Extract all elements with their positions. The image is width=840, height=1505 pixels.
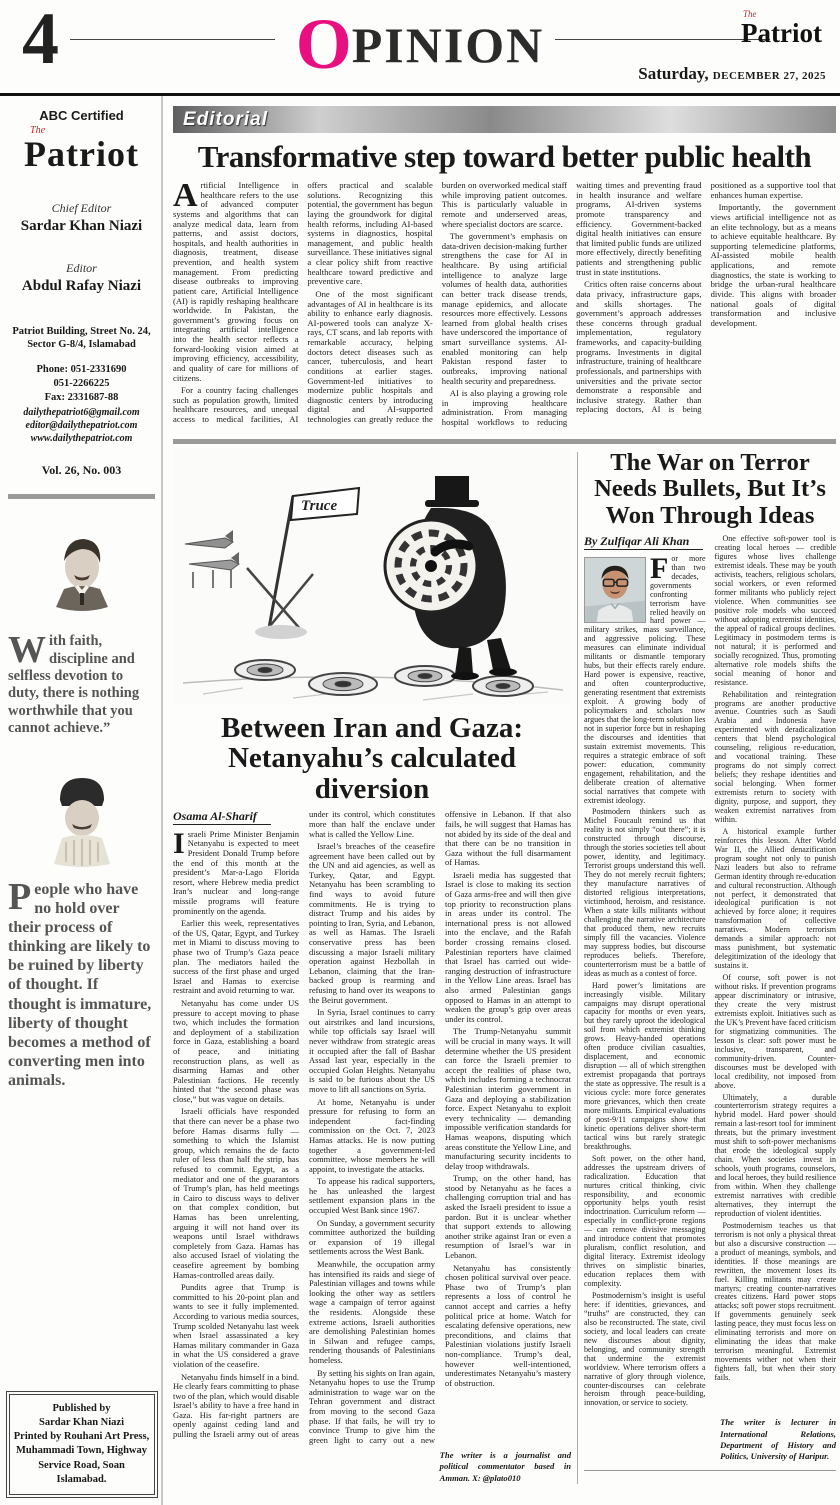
- sidebar-logo-word: Patriot: [24, 134, 139, 174]
- lower-section: [173, 448, 836, 1484]
- article-war-on-terror: [584, 448, 836, 1484]
- paragraph: Earlier this week, representatives of the US, Qatar, Egypt, and Turkey met in Miami to discuss moving to phase two of Trump’s Gaza peace plan. The mediators hailed the success of the first phase and urged Israel and Hamas to exercise restraint and avoid returning to war.: [173, 918, 299, 996]
- paragraph: Service Road, Soan Islamabad.: [38, 1459, 125, 1485]
- paragraph: Published by: [52, 1402, 111, 1414]
- paragraph: Hard power’s limitations are increasingly visible. Military campaigns may disrupt operational capacity for months or even years, but they rarely uproot the ideological soil from which extremist thinking grows. Heavy-handed operations often produce civilian casualties, displacement, and economic disruption — all of which strengthen extremist propaganda that portrays the state as oppressive. The result is a vicious cycle: more force generates more grievances, which then create more militants. Empirical evaluations of post-9/11 campaigns show that kinetic operations deliver short-term tactical wins but rarely strategic breakthroughs.: [584, 980, 706, 1151]
- paragraph: A historical example further reinforces this lesson. After World War II, the Allied denazification program sought not only to punish Nazi leaders but also to reframe German identity through re-education and cultural reconstruction. Although not perfect, it demonstrated that ideological purification is not achieved by force alone; it requires transformation of collective narratives. Modern terrorism demands a similar approach: not mass punishment, but systematic delegitimization of the ideology that sustains it.: [714, 826, 836, 971]
- paragraph: Pundits agree that Trump is committed to his 20-point plan and wants to see it fully implemented. According to various media sources, Trump scolded Netanyahu last week when Israel assassinated a key Hamas military commander in Gaza in what the US considered a grave violation of the ceasefire.: [173, 1282, 299, 1369]
- paragraph: The government’s emphasis on data-driven decision-making further strengthens the case for AI in healthcare. By using artificial intelligence to analyze large volumes of health data, authorities can better track disease trends, manage epidemics, and allocate resources more effectively. Lessons learned from global health crises have underscored the importance of smart surveillance systems. AI-enabled monitoring can help Pakistan respond faster to outbreaks, improving national health security and preparedness.: [441, 231, 568, 386]
- sidebar-patriot-logo: [24, 125, 139, 175]
- article1-headline-line2: Netanyahu’s calculated diversion: [227, 742, 517, 805]
- fax-line: Fax: 2331687-88: [44, 391, 119, 403]
- issue-date: [638, 64, 826, 84]
- paragraph: In Syria, Israel continues to carry out airstrikes and land incursions, while top officials say Israel will never withdraw from strategic areas it occupied after the fall of Bashar Assad last year, especially in the occupied Golan Heights. Netanyahu is said to be furious about the US move to lift all sanctions on Syria.: [309, 1007, 435, 1094]
- paragraph: Ultimately, a durable counterterrorism strategy requires a hybrid model. Hard power should remain a last-resort tool for imminent threats, but the primary investment must shift to soft-power mechanisms that erode the ideological supply chain. When societies invest in schools, youth programs, counselors, and local heroes, they build resilience from within. When they challenge extremist narratives with credible alternatives, they interrupt the reproduction of violent identities.: [714, 1092, 836, 1218]
- section-title-rest: PINION: [351, 17, 545, 73]
- editor-label: Editor: [66, 261, 97, 275]
- paragraph: For a country facing challenges such as population growth, limited healthcare resources, and unequal access to medical facilities, AI offers practical and scalable solutions. Recognizing this potential, the government has begun laying the groundwork for digital health reforms, including AI-based systems in diagnostics, hospital management, and public health surveillance. These initiatives signal a clear policy shift from reactive healthcare toward predictive and preventive care.: [173, 181, 433, 424]
- paragraph: Israeli Prime Minister Benjamin Netanyahu is expected to meet President Donald Trump before the end of this month at the president’s Mar-a-Lago Florida resort, where Hebrew media predict Iran’s nuclear and long-range missile programs will feature prominently on the agenda.: [173, 826, 299, 916]
- paragraph: At home, Netanyahu is under pressure for refusing to form an independent fact-finding commission on the Oct. 7, 2023 Hamas attacks. He is now putting together a government-led committee, whose members he will appoint, to investigate the attacks.: [309, 1096, 435, 1174]
- quote-iqbal: [8, 875, 155, 1091]
- paragraph: www.dailythepatriot.com: [30, 433, 133, 445]
- quote1-dropcap: W: [8, 629, 46, 672]
- brand-word: Patriot: [741, 18, 822, 48]
- editorial-bottom-rule: [173, 439, 836, 444]
- quote-jinnah: [8, 629, 155, 737]
- paragraph: On Sunday, a government security committee authorized the building or expansion of 19 illegal settlements across the West Bank.: [309, 1217, 435, 1257]
- paragraph: Israeli officials have responded that there can never be a phase two before Hamas disarms fully — something to which the Islamist group, which remains the de facto ruler of less than half the strip, has refused to commit. Egypt, as a mediator and one of the guarantors of Trump’s plan, has held meetings in Cairo to discuss ways to deliver on that complex condition, but Hamas has been unrelenting, arguing it will not hand over its weapons until Israel withdraws completely from Gaza. Hamas has also accused Israel of violating the ceasefire agreement by bombing Hamas-controlled areas daily.: [173, 1106, 299, 1280]
- phone-line-2: 051-2266225: [53, 377, 110, 389]
- column-divider: [577, 452, 578, 1484]
- paragraph: Muhammadi Town, Highway: [16, 1445, 147, 1457]
- paragraph: Printed by Rouhani Art Press,: [13, 1431, 150, 1443]
- paragraph: Critics often raise concerns about data privacy, infrastructure gaps, and skills shortages. The government’s approach addresses these concerns through gradual implementation, regulatory frameworks, and capacity-building programs. Investments in digital infrastructure, training of healthcare professionals, and partnerships with universities and the private sector demonstrate a responsible and inclusive strategy. Rather than replacing doctors, AI is being positioned as a supportive tool that enhances human expertise.: [576, 181, 836, 415]
- paragraph: Sardar Khan Niazi: [39, 1417, 124, 1429]
- svg-text:Truce: Truce: [301, 498, 338, 514]
- paragraph: Artificial Intelligence in healthcare refers to the use of advanced computer systems and algorithms that can analyze medical data, learn from patterns, and assist doctors, hospitals, and health authorities in diagnosis, treatment, disease prevention, and health system management. From predicting disease outbreaks to improving patient care, Artificial Intelligence (AI) is rapidly reshaping healthcare worldwide. In Pakistan, the government’s growing focus on integrating artificial intelligence into the health sector reflects a forward-looking vision aimed at improving efficiency, accessibility, and quality of care for millions of citizens.: [173, 181, 299, 383]
- paragraph: editor@dailythepatriot.com: [25, 420, 138, 432]
- article1-byline: Osama Al-Sharif: [173, 810, 271, 825]
- paragraph: Postmodern thinkers such as Michel Foucault remind us that reality is not simply “out there”; it is constructed through discourse, through the stories societies tell about power, identity, and legitimacy. Terrorist groups understand this well. They do not merely recruit fighters; they manufacture narratives of distorted religious interpretations, victimhood, heroism, and resistance. When a state kills militants without challenging the narrative architecture that produced them, new recruits simply fill the vacancies. Violence may suppress bodies, but discourse reproduces beliefs. Therefore, counterterrorism must be a battle of ideas as much as a contest of force.: [584, 807, 706, 978]
- office-address: Patriot Building, Street No. 24, Sector G-8/4, Islamabad: [12, 326, 151, 351]
- paragraph: One effective soft-power tool is creating local heroes — credible figures whose lives challenge extremist ideals. These may be youth activists, teachers, religious scholars, social workers, or even reformed former militants who publicly reject violence. When communities see positive role models who succeed without adopting extremist identities, the appeal of radical groups declines. Legitimacy in postmodern terms is not natural; it is performed and socially recognized. Thus, promoting alternative role models shifts the social meaning of honor and resistance.: [714, 535, 836, 687]
- paragraph: Israel’s breaches of the ceasefire agreement have been called out by the UN and aid agencies, as well as Turkey, Qatar, and Egypt. Netanyahu has been scrambling to find ways to avoid future commitments. He is trying to distract Trump and his aides by pointing to Iran, Syria, and Lebanon, as well as Hamas. The Israeli conservative press has been discussing a major Israeli military operation against Hezbollah in Lebanon, claiming that the Iran-backed group is rearming and refusing to hand over its weapons to the Beirut government.: [309, 841, 435, 1005]
- paragraph: Netanyahu finds himself in a bind. He clearly fears committing to phase two of the plan, which would disable Israel’s ability to have a free hand in Gaza. His far-right partners are openly against ceding land and pulling the Israeli army out of areas under its control, which constitutes more than half the enclave under what is called the Yellow Line.: [173, 810, 435, 1440]
- paragraph: Meanwhile, the occupation army has intensified its raids and siege of Palestinian villages and towns while looking the other way as settlers wage a campaign of terror against the residents. Alongside these extreme actions, Israeli authorities are demolishing Palestinian homes in Silwan and refugee camps, rendering thousands of Palestinians homeless.: [309, 1259, 435, 1365]
- article2-body: [584, 535, 836, 1413]
- paragraph: Importantly, the government views artificial intelligence not as an elite technology, but as a means to achieve equitable healthcare. By supporting telemedicine platforms, AI-assisted mobile health applications, and remote diagnostics, the state is working to bridge the urban-rural healthcare divide. This aligns with broader national goals of digital transformation and inclusive development.: [710, 202, 836, 328]
- paragraph: dailythepatriot6@gmail.com: [23, 407, 140, 419]
- page-number: 4: [22, 0, 59, 80]
- paragraph: Soft power, on the other hand, addresses the upstream drivers of radicalization. Education that nurtures critical thinking, civic responsibility, and economic opportunity helps youth resist indoctrination. Curriculum reform — especially in conflict-prone regions — can remove divisive messaging and introduce content that promotes pluralism, conflict resolution, and digital literacy. Extremist ideology thrives on simplistic binaries, education replaces them with complexity.: [584, 1153, 706, 1289]
- paragraph: Trump, on the other hand, has stood by Netanyahu as he faces a challenging corruption trial and has asked the Israeli president to issue a pardon. But it is unclear whether that support extends to allowing another strike against Iran or even a resumption of Israel’s war in Lebanon.: [445, 1173, 571, 1261]
- main-column: [163, 96, 840, 1505]
- sidebar: [0, 96, 163, 1505]
- section-title-initial: O: [295, 4, 352, 84]
- article1-headline: [173, 713, 571, 804]
- masthead: [0, 0, 840, 96]
- volume-number: Vol. 26, No. 003: [41, 463, 122, 478]
- editorial-headline: Transformative step toward better public health: [197, 139, 812, 174]
- paragraph: One of the most significant advantages of AI in healthcare is its ability to enhance early diagnosis. AI-powered tools can analyze X-rays, CT scans, and lab reports with remarkable accuracy, helping doctors detect diseases such as cancer, tuberculosis, and heart conditions at earlier stages. Government-led initiatives to modernize public hospitals and diagnostic centers by introducing digital and AI-supported technologies can greatly reduce the burden on overworked medical staff while improving patient outcomes. This is particularly valuable in remote and underserved areas, where specialist doctors are scarce.: [307, 181, 568, 424]
- abc-certified-label: ABC Certified: [39, 108, 124, 123]
- paragraph: Rehabilitation and reintegration programs are another productive avenue. Countries such as Saudi Arabia and Indonesia have experimented with deradicalization centers that blend psychological counseling, religious re-education, and vocational training. These programs do not simply correct beliefs; they reshape identities and social belonging. When former extremists return to society with dignity, purpose, and support, they weaken extremist narratives from within.: [714, 689, 836, 824]
- paragraph: Israeli media has suggested that Israel is close to making its section of Gaza arms-free and will then give top priority to reconstruction plans in areas under its control. The international press is not allowed into the enclave, and the Rafah border crossing remains closed. Palestinian reporters have claimed that Israel has carried out wide-ranging destruction of infrastructure in the Yellow Line areas. Israel has also armed Palestinian gangs opposed to Hamas in an attempt to weaken the group’s grip over areas under its control.: [445, 869, 571, 1024]
- issue-date-rest: DECEMBER 27, 2025: [712, 70, 826, 82]
- paragraph: To appease his radical supporters, he has unleashed the largest settlement expansion plans in the occupied West Bank since 1967.: [309, 1176, 435, 1216]
- truce-cartoon: [173, 448, 571, 704]
- paragraph: AI is also playing a growing role in improving healthcare administration. From managing hospital workflows to reducing waiting times and preventing fraud in health insurance and welfare programs, AI-driven systems promote transparency and efficiency. Government-backed digital health initiatives can ensure that limited public funds are utilized more effectively, directly benefiting patients and strengthening public trust in state institutions.: [441, 181, 702, 427]
- editor-name: Abdul Rafay Niazi: [21, 278, 142, 294]
- brand-logo: [741, 9, 822, 49]
- iqbal-portrait: [30, 766, 134, 870]
- sidebar-divider: [8, 494, 155, 499]
- brand-the-label: The: [743, 9, 757, 19]
- paragraph: Of course, soft power is not without risks. If prevention programs appear discriminatory or intrusive, they create the very mistrust extremists exploit. Initiatives such as the UK’s Prevent have faced criticism for stigmatizing communities. The lesson is clear: soft power must be inclusive, transparent, and community-driven. Counter-discourses must be developed with local credibility, not imposed from above.: [714, 973, 836, 1090]
- paragraph: By setting his sights on Iran again, Netanyahu hopes to use the Trump administration to wage war on the Tehran government and distract from moving to the second Gaza phase. If that fails, he will try to convince Trump to give him the green light to carry out a new offensive in Lebanon. If that also fails, he will suggest that Hamas has not abided by its side of the deal and that there can be no transition in Gaza without the full disarmament of Hamas.: [309, 810, 571, 1445]
- article1-body: [173, 810, 571, 1446]
- contact-block: [36, 363, 126, 404]
- article2-end-rule: [584, 1470, 836, 1471]
- sidebar-logo-the: The: [30, 125, 46, 136]
- paragraph: Netanyahu has consistently chosen political survival over peace. Phase two of Trump’s plan represents a loss of control he cannot accept and carries a hefty political price at home. Watch for escalating defensive operations, new preconditions, and claims that Palestinian violations justify Israeli non-compliance. Trump’s deal, however well-intentioned, underestimates Netanyahu’s mastery of obstruction.: [445, 1262, 571, 1388]
- editorial-banner: [173, 106, 836, 133]
- chief-editor-label: Chief Editor: [51, 201, 112, 215]
- page-content: [0, 96, 840, 1505]
- email-web-list: [23, 406, 139, 445]
- publisher-box: [9, 1394, 155, 1495]
- paragraph: Postmodernism’s insight is useful here: if identities, grievances, and “truths” are constructed, they can also be reconstructed. The state, civil society, and local leaders can create new discourses about dignity, belonging, and community strength that undermine the extremist worldview. Where terrorism offers a narrative of glory through violence, counter-discourses can celebrate heroism through peace-building, innovation, or service to society.: [584, 1291, 706, 1408]
- paragraph: The Trump-Netanyahu summit will be crucial in many ways. It will determine whether the US president can force the Israeli premier to accept the realities of phase two, which includes forming a technocrat Palestinian interim government in Gaza and deploying a stabilization force. Expect Netanyahu to exploit every technicality — demanding impossible verification standards for Hamas weapons, disputing which areas constitute the Yellow Line, and manufacturing security incidents to delay troop withdrawals.: [445, 1026, 571, 1171]
- jinnah-portrait: [34, 527, 130, 625]
- chief-editor-name: Sardar Khan Niazi: [20, 218, 143, 234]
- author-photo: [584, 557, 646, 623]
- article1-headline-line1: Between Iran and Gaza:: [220, 712, 524, 744]
- article-iran-gaza: [173, 448, 571, 1484]
- paragraph: For more than two decades, governments confronting terrorism have relied heavily on hard power — military strikes, mass surveillance, and aggressive policing. These measures can eliminate individual militants or dismantle temporary hubs, but their effects rarely endure. Hard power is expensive, reactive, and often counterproductive, generating resentment that extremists exploit. A growing body of policymakers and scholars now argues that the long-term solution lies not in superior force but in reshaping the discourses and identities that sustain extremist movements. This requires a strategic embrace of soft power: education, community engagement, rehabilitation, and the deliberate creation of alternative social narratives that compete with extremist ideology.: [584, 551, 706, 805]
- issue-date-day: Saturday,: [638, 64, 709, 83]
- phone-line-1: Phone: 051-2331690: [36, 364, 127, 376]
- paragraph: Postmodernism teaches us that terrorism is not only a physical threat but also a discursive construction — a product of meanings, symbols, and identities. If those meanings are rewritten, the movement loses its fuel. Killing militants may create martyrs; creating counter-narratives creates citizens. Hard power stops attacks; soft power stops recruitment. If governments genuinely seek lasting peace, they must focus less on eliminating terrorists and more on eliminating the ideas that make terrorism meaningful. Extremist movements wither not when their fighters fall, but when their story fails.: [714, 1220, 836, 1383]
- article2-headline: The War on Terror Needs Bullets, But It’s Won Through Ideas: [594, 449, 826, 529]
- editorial-banner-label: Editorial: [183, 108, 269, 130]
- article2-byline: By Zulfiqar Ali Khan: [584, 535, 703, 549]
- editorial-body: [173, 181, 836, 433]
- article1-author-note: The writer is a journalist and political commentator based in Amman. X: @plato010: [439, 1450, 571, 1483]
- paragraph: Netanyahu has come under US pressure to accept moving to phase two, which includes the formation and deployment of a stabilization force in Gaza, establishing a board of peace, and initiating reconstruction plans, as well as disarming Hamas and other Palestinian factions. He recently hinted that “the second phase was close,” but was vague on details.: [173, 997, 299, 1104]
- quote1-text: ith faith, discipline and selfless devotion to duty, there is nothing worthwhile that you cannot achieve.”: [8, 633, 140, 737]
- quote2-dropcap: P: [8, 875, 32, 918]
- article2-author-note: The writer is lecturer in International Relations, Department of History and Politics, University of Haripur.: [720, 1417, 836, 1461]
- quote2-text: eople who have no hold over their process of thinking are likely to be ruined by liberty of thought. If thought is immature, liberty of thought becomes a method of converting men into animals.: [8, 880, 152, 1090]
